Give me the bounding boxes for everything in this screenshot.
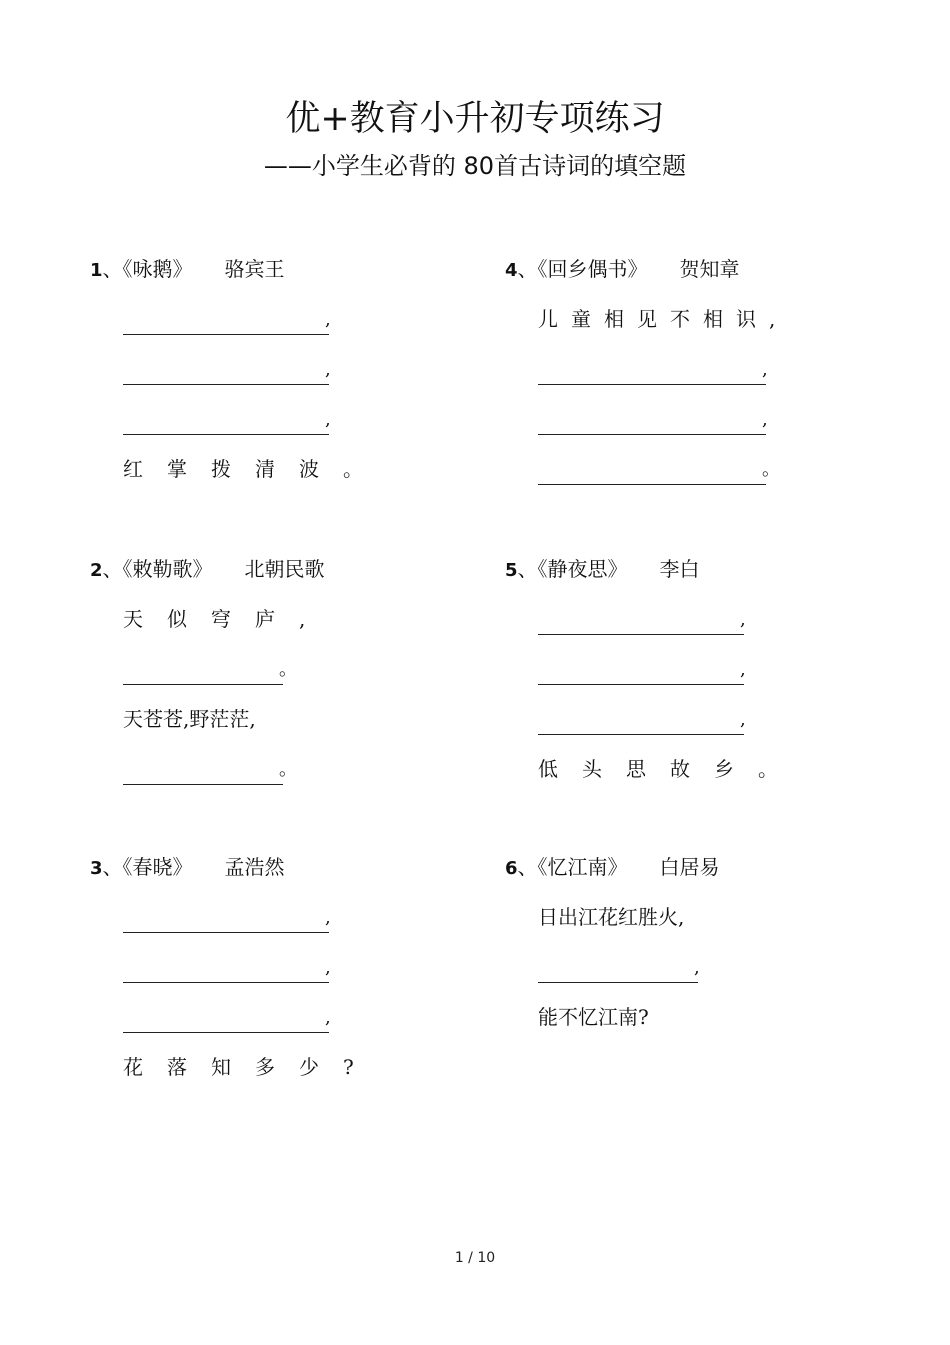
poem-3 <box>90 851 420 1083</box>
fill-in-blank[interactable] <box>538 454 766 485</box>
poem-line-text: 天苍苍,野茫茫, <box>123 707 256 731</box>
page-title: 优+教育小升初专项练习 <box>285 99 665 139</box>
poem-header <box>90 253 420 285</box>
poem-number: 1 <box>90 260 103 281</box>
poem-line-text: 天似穹庐, <box>123 607 330 631</box>
poem-line-blank <box>538 353 835 385</box>
punctuation: , <box>325 957 331 978</box>
poem-number: 2 <box>90 560 103 581</box>
poem-line-blank <box>123 353 420 385</box>
poem-separator: 、 <box>102 855 123 879</box>
poem-line-blank <box>123 901 420 933</box>
fill-in-blank[interactable] <box>538 354 766 385</box>
punctuation: , <box>740 709 746 730</box>
poem-separator: 、 <box>517 557 538 581</box>
fill-in-blank[interactable] <box>538 654 744 685</box>
poem-title: 《咏鹅》 <box>122 257 193 281</box>
poem-line-blank <box>123 303 420 335</box>
poem-line-text: 儿童相见不相识, <box>538 307 789 331</box>
poem-header <box>505 253 835 285</box>
poem-number: 3 <box>90 858 103 879</box>
punctuation: , <box>694 957 700 978</box>
poem-line-text: 低头思故乡。 <box>538 757 802 781</box>
punctuation: , <box>740 609 746 630</box>
poem-line-blank <box>123 653 420 685</box>
poem-title: 《敕勒歌》 <box>122 557 213 581</box>
punctuation: , <box>740 659 746 680</box>
poem-header <box>505 553 835 585</box>
poem-line-blank <box>538 453 835 485</box>
poem-header <box>90 553 420 585</box>
poem-line-blank <box>123 951 420 983</box>
page-subtitle: ——小学生必背的 80首古诗词的填空题 <box>263 152 687 180</box>
poem-title: 《静夜思》 <box>537 557 628 581</box>
punctuation: 。 <box>279 759 297 780</box>
fill-in-blank[interactable] <box>123 902 329 933</box>
poem-line-text: 日出江花红胜火, <box>538 905 685 929</box>
poem-line-blank <box>123 1001 420 1033</box>
poem-4 <box>505 253 835 485</box>
poem-title: 《春晓》 <box>122 855 193 879</box>
poem-line-blank <box>538 951 835 983</box>
poem-number: 6 <box>505 858 518 879</box>
poem-1 <box>90 253 420 485</box>
fill-in-blank[interactable] <box>538 404 766 435</box>
poem-header <box>505 851 835 883</box>
poem-separator: 、 <box>517 855 538 879</box>
poem-author: 贺知章 <box>679 257 740 281</box>
fill-in-blank[interactable] <box>123 952 329 983</box>
poem-author: 骆宾王 <box>224 257 285 281</box>
poem-line-blank <box>538 703 835 735</box>
poem-line-blank <box>538 403 835 435</box>
fill-in-blank[interactable] <box>123 354 329 385</box>
punctuation: 。 <box>762 459 780 480</box>
fill-in-blank[interactable] <box>123 404 329 435</box>
poem-author: 李白 <box>659 557 700 581</box>
poem-separator: 、 <box>517 257 538 281</box>
poem-header <box>90 851 420 883</box>
punctuation: , <box>325 409 331 430</box>
poem-6 <box>505 851 835 1033</box>
punctuation: , <box>762 359 768 380</box>
fill-in-blank[interactable] <box>538 604 744 635</box>
poem-separator: 、 <box>102 557 123 581</box>
fill-in-blank[interactable] <box>538 704 744 735</box>
punctuation: , <box>325 907 331 928</box>
poem-line-text: 花落知多少? <box>123 1055 378 1079</box>
poem-title: 《回乡偶书》 <box>537 257 648 281</box>
poem-line-text: 能不忆江南? <box>538 1005 649 1029</box>
poem-author: 孟浩然 <box>224 855 285 879</box>
fill-in-blank[interactable] <box>123 654 283 685</box>
poem-line-blank <box>538 653 835 685</box>
punctuation: 。 <box>279 659 297 680</box>
poem-2 <box>90 553 420 785</box>
poem-line-blank <box>123 403 420 435</box>
poem-author: 北朝民歌 <box>244 557 325 581</box>
punctuation: , <box>325 359 331 380</box>
punctuation: , <box>325 1007 331 1028</box>
punctuation: , <box>325 309 331 330</box>
poem-5 <box>505 553 835 785</box>
poem-line-blank <box>123 753 420 785</box>
fill-in-blank[interactable] <box>123 754 283 785</box>
poem-number: 5 <box>505 560 518 581</box>
poem-line-text: 红掌拨清波。 <box>123 457 387 481</box>
poem-line-blank <box>538 603 835 635</box>
poem-number: 4 <box>505 260 518 281</box>
poem-title: 《忆江南》 <box>537 855 628 879</box>
fill-in-blank[interactable] <box>123 1002 329 1033</box>
fill-in-blank[interactable] <box>538 952 698 983</box>
poem-author: 白居易 <box>659 855 720 879</box>
fill-in-blank[interactable] <box>123 304 329 335</box>
punctuation: , <box>762 409 768 430</box>
poem-separator: 、 <box>102 257 123 281</box>
page-number: 1 / 10 <box>454 1250 496 1266</box>
